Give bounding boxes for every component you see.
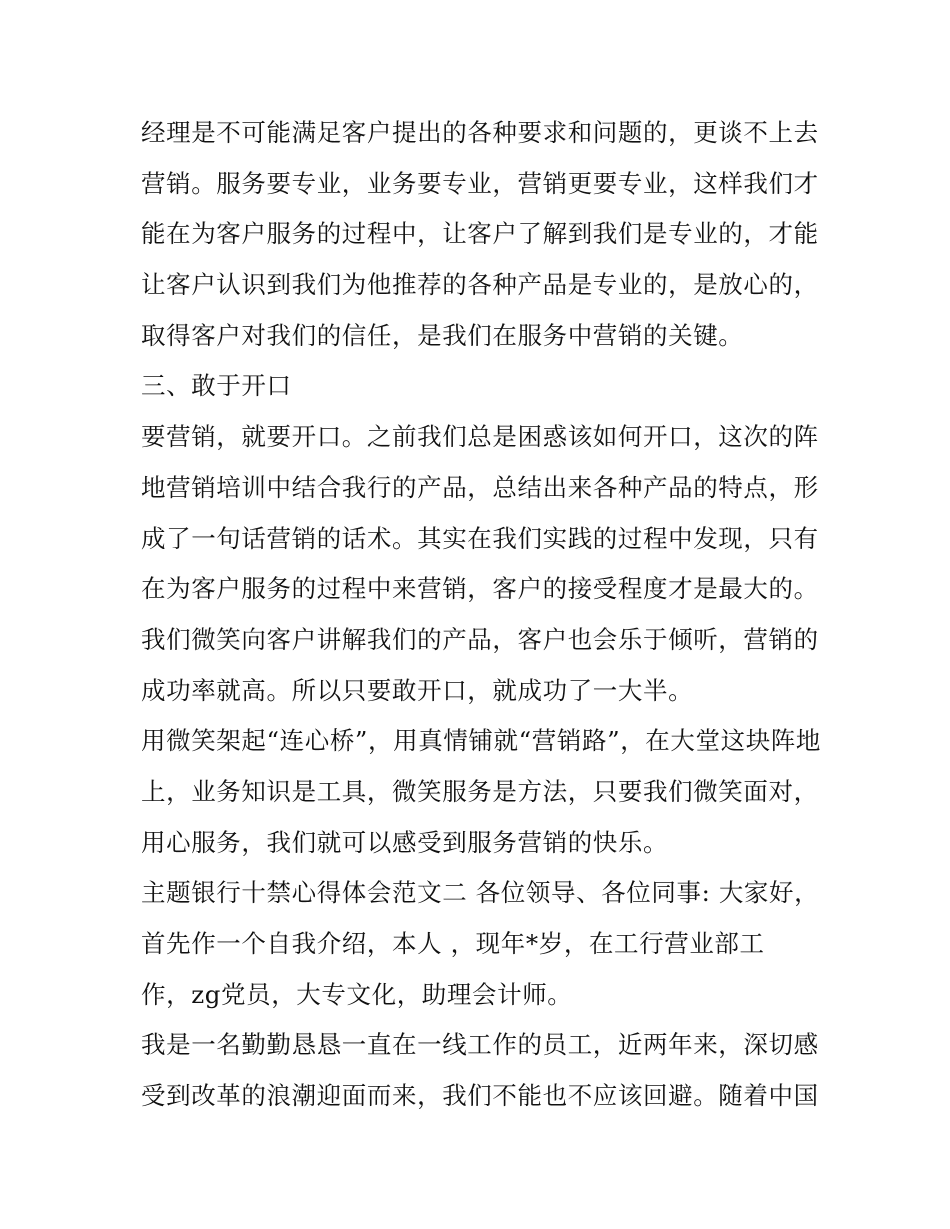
section-heading: 三、敢于开口 bbox=[141, 371, 292, 401]
text-line-9: 成了一句话营销的话术。其实在我们实践的过程中发现，只有 bbox=[141, 523, 819, 553]
text-line-14: 上，业务知识是工具，微笑服务是方法，只要我们微笑面对， bbox=[141, 776, 819, 806]
text-line-4: 让客户认识到我们为他推荐的各种产品是专业的，是放心的， bbox=[141, 270, 819, 300]
text-line-7: 要营销，就要开口。之前我们总是困惑该如何开口，这次的阵 bbox=[141, 422, 819, 452]
text-line-8: 地营销培训中结合我行的产品，总结出来各种产品的特点，形 bbox=[141, 472, 819, 502]
document-body bbox=[141, 108, 821, 1122]
text-line-20: 受到改革的浪潮迎面而来，我们不能也不应该回避。随着中国 bbox=[141, 1081, 819, 1111]
text-line-13: 用微笑架起“连心桥”，用真情铺就“营销路”，在大堂这块阵地 bbox=[141, 726, 821, 756]
text-line-19: 我是一名勤勤恳恳一直在一线工作的员工，近两年来，深切感 bbox=[141, 1030, 819, 1060]
text-line-18: 作，zg党员，大专文化，助理会计师。 bbox=[141, 979, 573, 1009]
text-line-17: 首先作一个自我介绍，本人 ，现年*岁，在工行营业部工 bbox=[141, 929, 765, 958]
text-line-1: 经理是不可能满足客户提出的各种要求和问题的，更谈不上去 bbox=[141, 118, 819, 147]
text-line-12: 成功率就高。所以只要敢开口，就成功了一大半。 bbox=[141, 675, 694, 705]
text-line-15: 用心服务，我们就可以感受到服务营销的快乐。 bbox=[141, 827, 669, 857]
text-line-11: 我们微笑向客户讲解我们的产品，客户也会乐于倾听，营销的 bbox=[141, 624, 819, 654]
text-line-16: 主题银行十禁心得体会范文二 各位领导、各位同事: 大家好， bbox=[141, 878, 820, 908]
text-line-10: 在为客户服务的过程中来营销，客户的接受程度才是最大的。 bbox=[141, 574, 819, 604]
text-line-2: 营销。服务要专业，业务要专业，营销更要专业，这样我们才 bbox=[141, 168, 819, 198]
text-line-3: 能在为客户服务的过程中，让客户了解到我们是专业的，才能 bbox=[141, 219, 819, 249]
text-line-5: 取得客户对我们的信任，是我们在服务中营销的关键。 bbox=[141, 320, 744, 350]
